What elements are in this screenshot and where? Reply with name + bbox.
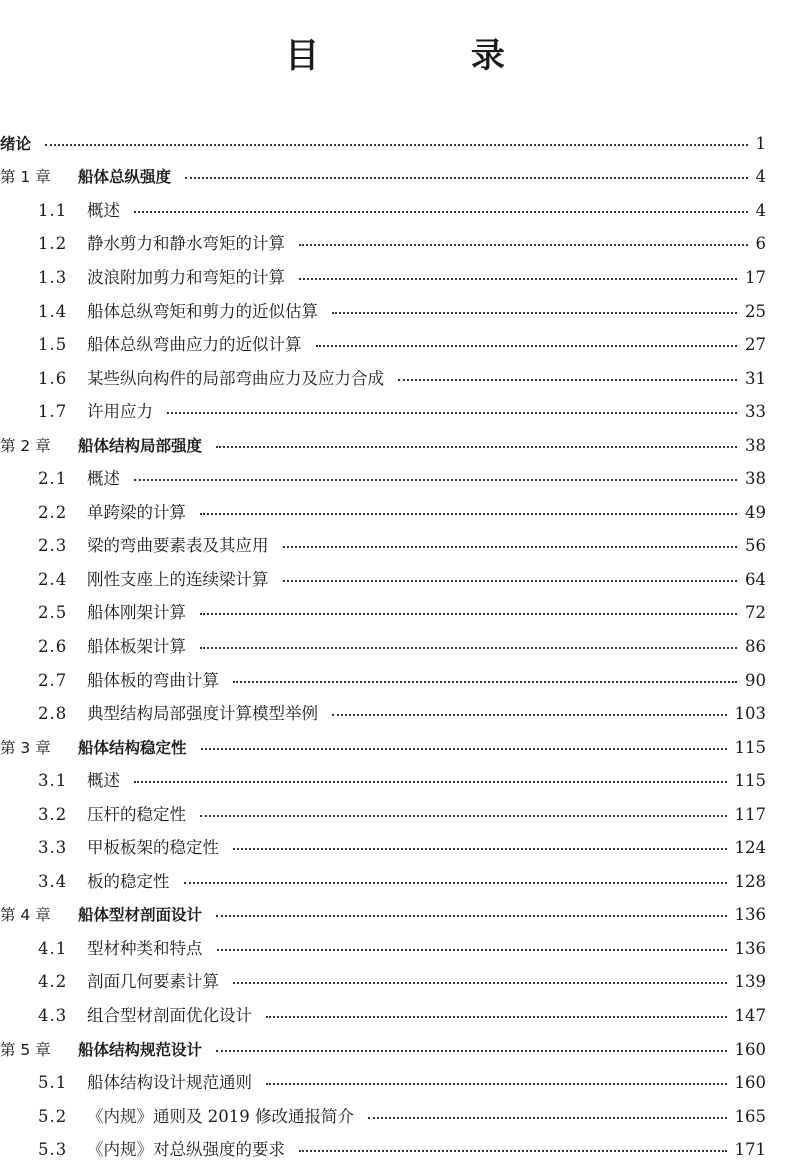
toc-section[interactable] xyxy=(0,764,766,798)
toc-row-page: 64 xyxy=(745,569,766,589)
dot-leader xyxy=(316,345,738,347)
toc-row-number: 1.1 xyxy=(38,200,68,220)
toc-row-page: 160 xyxy=(734,1039,766,1059)
toc-row-page: 136 xyxy=(734,938,766,958)
toc-row-number: 3.4 xyxy=(38,871,68,891)
toc-row-number: 3.1 xyxy=(38,771,68,791)
toc-row-number: 1.3 xyxy=(38,267,68,287)
toc-row-number: 1.7 xyxy=(38,402,68,422)
toc-row-page: 17 xyxy=(745,267,766,287)
dot-leader xyxy=(134,479,737,481)
dot-leader xyxy=(134,211,748,213)
toc-row-page: 38 xyxy=(745,435,766,455)
toc-row-title: 船体结构规范设计 xyxy=(78,1040,203,1059)
toc-section[interactable] xyxy=(0,228,766,262)
toc-row-title: 型材种类和特点 xyxy=(87,938,203,958)
toc-row-number: 2.1 xyxy=(38,469,68,489)
toc-row-page: 147 xyxy=(734,1005,766,1025)
toc-row-title: 船体型材剖面设计 xyxy=(78,906,203,925)
toc-row-page: 90 xyxy=(745,670,766,690)
toc-row-title: 船体结构局部强度 xyxy=(78,436,203,455)
toc-row-number: 第 5 章 xyxy=(0,1040,51,1059)
dot-leader xyxy=(200,513,737,515)
toc-row-page: 25 xyxy=(745,301,766,321)
toc-row-title: 船体结构稳定性 xyxy=(78,738,187,757)
toc-row-page: 6 xyxy=(755,234,766,254)
toc-row-page: 103 xyxy=(734,704,766,724)
toc-row-number: 2.6 xyxy=(38,636,68,656)
toc-row-page: 38 xyxy=(745,469,766,489)
toc-row-page: 128 xyxy=(734,871,766,891)
toc-row-title: 概述 xyxy=(87,771,120,791)
toc-chapter[interactable] xyxy=(0,429,766,463)
toc-row-number: 4.2 xyxy=(38,972,68,992)
toc-row-page: 86 xyxy=(745,636,766,656)
toc-section[interactable] xyxy=(0,798,766,832)
toc-row-title: 概述 xyxy=(87,469,120,489)
toc-row-number: 2.4 xyxy=(38,569,68,589)
dot-leader xyxy=(332,714,727,716)
toc-row-title: 许用应力 xyxy=(87,402,153,422)
toc-section[interactable] xyxy=(0,865,766,899)
toc-row-page: 4 xyxy=(755,200,766,220)
toc-row-number: 1.6 xyxy=(38,368,68,388)
toc-row-title: 刚性支座上的连续梁计算 xyxy=(87,569,269,589)
toc-chapter[interactable] xyxy=(0,899,766,933)
dot-leader xyxy=(266,1083,727,1085)
dot-leader xyxy=(283,546,738,548)
dot-leader xyxy=(332,312,737,314)
toc-row-title: 某些纵向构件的局部弯曲应力及应力合成 xyxy=(87,368,384,388)
toc-section[interactable] xyxy=(0,1066,766,1100)
toc-row-number: 第 2 章 xyxy=(0,436,51,455)
dot-leader xyxy=(299,1150,727,1152)
dot-leader xyxy=(283,580,738,582)
dot-leader xyxy=(233,848,727,850)
toc-row-number: 4.1 xyxy=(38,938,68,958)
dot-leader xyxy=(134,781,727,783)
table-of-contents xyxy=(0,127,766,1167)
dot-leader xyxy=(185,177,747,179)
toc-row-title: 船体刚架计算 xyxy=(87,603,186,623)
toc-section[interactable] xyxy=(0,496,766,530)
toc-row-number: 1.4 xyxy=(38,301,68,321)
toc-row-title: 梁的弯曲要素表及其应用 xyxy=(87,536,269,556)
toc-row-page: 124 xyxy=(734,838,766,858)
toc-row-title: 概述 xyxy=(87,200,120,220)
dot-leader xyxy=(217,949,727,951)
toc-row-number: 5.2 xyxy=(38,1106,68,1126)
toc-section[interactable] xyxy=(0,530,766,564)
dot-leader xyxy=(266,1016,727,1018)
toc-section[interactable] xyxy=(0,462,766,496)
toc-section[interactable] xyxy=(0,362,766,396)
toc-row-number: 4.3 xyxy=(38,1005,68,1025)
dot-leader xyxy=(398,379,737,381)
dot-leader xyxy=(233,982,727,984)
toc-section[interactable] xyxy=(0,966,766,1000)
toc-section[interactable] xyxy=(0,597,766,631)
toc-row-number: 2.2 xyxy=(38,502,68,522)
toc-row-number: 3.3 xyxy=(38,838,68,858)
toc-row-number: 3.2 xyxy=(38,804,68,824)
dot-leader xyxy=(200,815,727,817)
toc-section[interactable] xyxy=(0,328,766,362)
toc-section[interactable] xyxy=(0,999,766,1033)
toc-section[interactable] xyxy=(0,563,766,597)
dot-leader xyxy=(368,1117,727,1119)
toc-row-page: 171 xyxy=(734,1140,766,1160)
dot-leader xyxy=(216,915,726,917)
toc-section[interactable] xyxy=(0,194,766,228)
toc-row-title: 船体总纵弯曲应力的近似计算 xyxy=(87,335,302,355)
toc-row-page: 136 xyxy=(734,905,766,925)
dot-leader xyxy=(233,681,737,683)
toc-row-title: 压杆的稳定性 xyxy=(87,804,186,824)
toc-row-title: 单跨梁的计算 xyxy=(87,502,186,522)
dot-leader xyxy=(200,647,737,649)
toc-row-title: 典型结构局部强度计算模型举例 xyxy=(87,704,318,724)
toc-row-number: 第 1 章 xyxy=(0,168,51,187)
toc-section[interactable] xyxy=(0,295,766,329)
dot-leader xyxy=(45,144,747,146)
toc-row-page: 165 xyxy=(734,1106,766,1126)
toc-row-page: 72 xyxy=(745,603,766,623)
dot-leader xyxy=(184,882,727,884)
toc-row-title: 板的稳定性 xyxy=(87,871,170,891)
toc-row-page: 27 xyxy=(745,335,766,355)
toc-row-number: 第 3 章 xyxy=(0,738,51,757)
toc-row-page: 117 xyxy=(734,804,766,824)
toc-row-page: 160 xyxy=(734,1073,766,1093)
toc-row-page: 4 xyxy=(755,167,766,187)
toc-row-page: 33 xyxy=(745,402,766,422)
toc-row-title: 船体结构设计规范通则 xyxy=(87,1073,252,1093)
toc-row-title: 波浪附加剪力和弯矩的计算 xyxy=(87,267,285,287)
toc-row-number: 5.1 xyxy=(38,1073,68,1093)
toc-row-title: 船体板架计算 xyxy=(87,636,186,656)
toc-row-number: 2.8 xyxy=(38,704,68,724)
dot-leader xyxy=(216,446,737,448)
dot-leader xyxy=(299,244,748,246)
toc-row-page: 56 xyxy=(745,536,766,556)
dot-leader xyxy=(200,613,737,615)
toc-row-title: 船体板的弯曲计算 xyxy=(87,670,219,690)
toc-row-title: 《内规》通则及 2019 修改通报简介 xyxy=(87,1106,354,1126)
dot-leader xyxy=(167,412,737,414)
toc-section[interactable] xyxy=(0,664,766,698)
toc-row-number: 2.7 xyxy=(38,670,68,690)
toc-section[interactable] xyxy=(0,630,766,664)
toc-chapter[interactable] xyxy=(0,731,766,765)
toc-row-number: 1.5 xyxy=(38,335,68,355)
dot-leader xyxy=(216,1050,726,1052)
toc-row-title: 剖面几何要素计算 xyxy=(87,972,219,992)
toc-row-number: 5.3 xyxy=(38,1140,68,1160)
toc-row-number: 2.5 xyxy=(38,603,68,623)
toc-section[interactable] xyxy=(0,1100,766,1134)
page-title: 目 录 xyxy=(285,36,575,76)
toc-row-title: 《内规》对总纵强度的要求 xyxy=(87,1140,285,1160)
toc-row-page: 139 xyxy=(734,972,766,992)
toc-row-title: 甲板板架的稳定性 xyxy=(87,838,219,858)
toc-row-title: 静水剪力和静水弯矩的计算 xyxy=(87,234,285,254)
toc-row-title: 船体总纵弯矩和剪力的近似估算 xyxy=(87,301,318,321)
toc-row-title: 船体总纵强度 xyxy=(78,168,172,187)
toc-section[interactable] xyxy=(0,395,766,429)
dot-leader xyxy=(299,278,737,280)
toc-row-title: 组合型材剖面优化设计 xyxy=(87,1005,252,1025)
toc-row-page: 31 xyxy=(745,368,766,388)
toc-section[interactable] xyxy=(0,1133,766,1167)
toc-chapter[interactable] xyxy=(0,161,766,195)
toc-section[interactable] xyxy=(0,831,766,865)
toc-row-title: 绪论 xyxy=(0,134,32,153)
toc-row-number: 2.3 xyxy=(38,536,68,556)
toc-section[interactable] xyxy=(0,697,766,731)
toc-row-page: 1 xyxy=(755,133,766,153)
toc-intro[interactable] xyxy=(0,127,766,161)
dot-leader xyxy=(201,748,727,750)
toc-section[interactable] xyxy=(0,261,766,295)
toc-row-page: 115 xyxy=(734,771,766,791)
toc-section[interactable] xyxy=(0,932,766,966)
toc-row-number: 1.2 xyxy=(38,234,68,254)
toc-chapter[interactable] xyxy=(0,1033,766,1067)
toc-row-page: 49 xyxy=(745,502,766,522)
toc-row-page: 115 xyxy=(734,737,766,757)
toc-row-number: 第 4 章 xyxy=(0,906,51,925)
